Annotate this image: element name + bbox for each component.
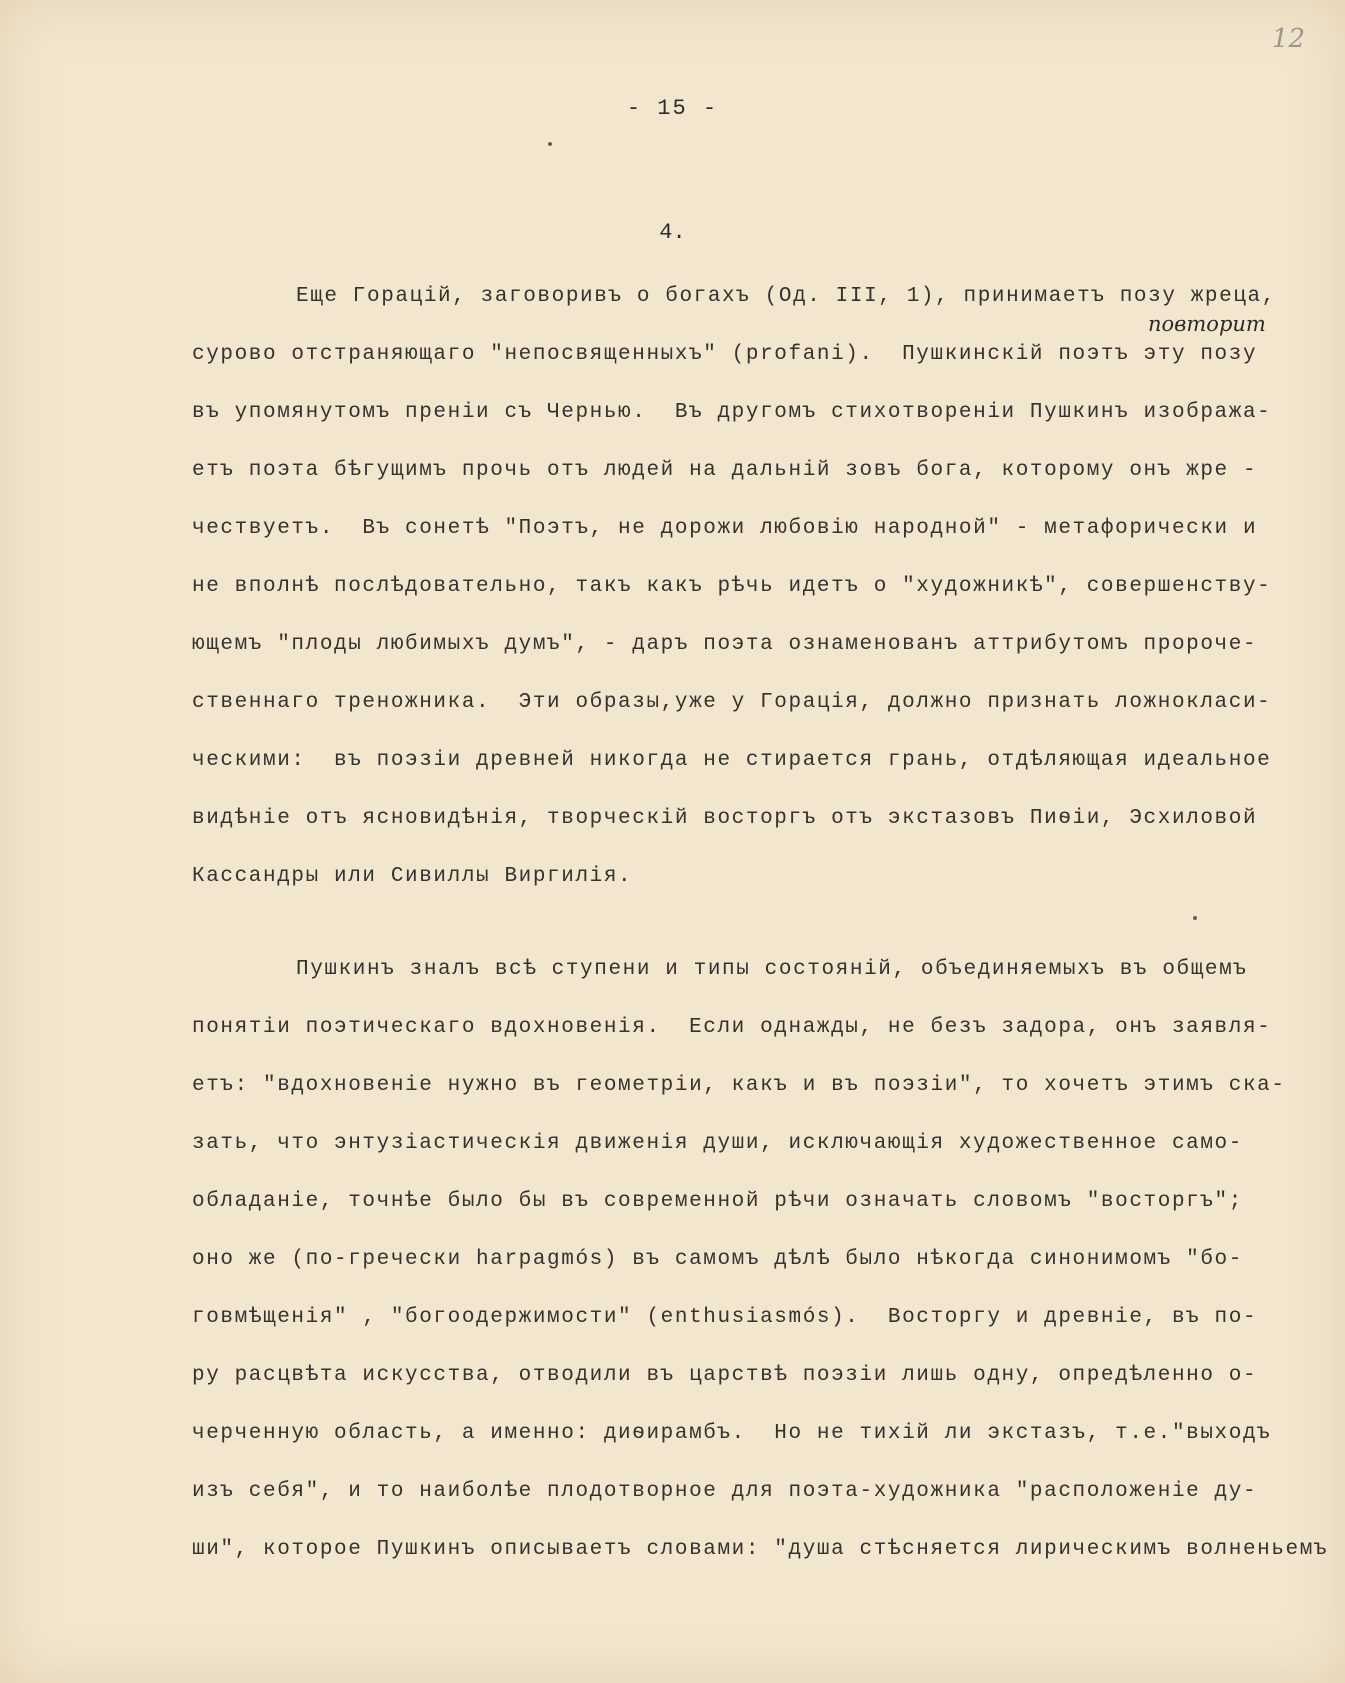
- text-line: изъ себя", и то наиболѣе плодотворное для поэта-художника "расположеніе ду-: [192, 1480, 1258, 1503]
- text-line: говмѣщенія" , "богоодержимости" (enthusiasmós). Восторгу и древніе, въ по-: [192, 1306, 1258, 1329]
- text-line: понятіи поэтическаго вдохновенія. Если однажды, не безъ задора, онъ заявля-: [192, 1016, 1272, 1039]
- text-line: не вполнѣ послѣдовательно, такъ какъ рѣчь идетъ о "художникѣ", совершенству-: [192, 575, 1272, 598]
- page-number: - 15 -: [626, 96, 719, 121]
- text-line: Пушкинъ зналъ всѣ ступени и типы состояній, объединяемыхъ въ общемъ: [296, 958, 1248, 981]
- paragraph-1: [0, 282, 1345, 920]
- ink-speck: [548, 142, 552, 146]
- text-line: ющемъ "плоды любимыхъ думъ", - даръ поэта ознаменованъ аттрибутомъ пророче-: [192, 633, 1258, 656]
- text-line: етъ: "вдохновеніе нужно въ геометріи, какъ и въ поэзіи", то хочетъ этимъ ска-: [192, 1074, 1286, 1097]
- text-line: оно же (по-гречески harpagmós) въ самомъ дѣлѣ было нѣкогда синонимомъ "бо-: [192, 1248, 1243, 1271]
- text-line: чествуетъ. Въ сонетѣ "Поэтъ, не дорожи любовію народной" - метафорически и: [192, 517, 1258, 540]
- text-line: обладаніе, точнѣе было бы въ современной рѣчи означать словомъ "восторгъ";: [192, 1190, 1243, 1213]
- text-line: ческими: въ поэзіи древней никогда не стирается грань, отдѣляющая идеальное: [192, 749, 1272, 772]
- text-line: черченную область, а именно: диѳирамбъ. Но не тихій ли экстазъ, т.е."выходъ: [192, 1422, 1272, 1445]
- text-line: видѣніе отъ ясновидѣнія, творческій восторгъ отъ экстазовъ Пиѳіи, Эсхиловой: [192, 807, 1258, 830]
- section-number: 4.: [659, 220, 686, 245]
- archive-page-number: 12: [1271, 24, 1305, 54]
- text-line: Еще Горацій, заговоривъ о богахъ (Од. III, 1), принимаетъ позу жреца,: [296, 285, 1276, 308]
- text-line: Кассандры или Сивиллы Виргилія.: [192, 865, 633, 888]
- text-line: ру расцвѣта искусства, отводили въ царствѣ поэзіи лишь одну, опредѣленно о-: [192, 1364, 1258, 1387]
- paragraph-2: [0, 955, 1345, 1593]
- text-line: етъ поэта бѣгущимъ прочь отъ людей на дальній зовъ бога, которому онъ жре -: [192, 459, 1258, 482]
- text-line: въ упомянутомъ преніи съ Чернью. Въ другомъ стихотвореніи Пушкинъ изобража-: [192, 401, 1272, 424]
- handwritten-correction: повторит: [1148, 312, 1266, 336]
- text-line: ственнаго треножника. Эти образы,уже у Горація, должно признать ложноклаcи-: [192, 691, 1272, 714]
- text-line: сурово отстраняющаго "непосвященныхъ" (profani). Пушкинскій поэтъ эту позу: [192, 343, 1258, 366]
- text-line: зать, что энтузіастическія движенія души, исключающія художественное само-: [192, 1132, 1243, 1155]
- text-line: ши", которое Пушкинъ описываетъ словами: "душа стѣсняется лирическимъ волненьемъ: [192, 1538, 1329, 1561]
